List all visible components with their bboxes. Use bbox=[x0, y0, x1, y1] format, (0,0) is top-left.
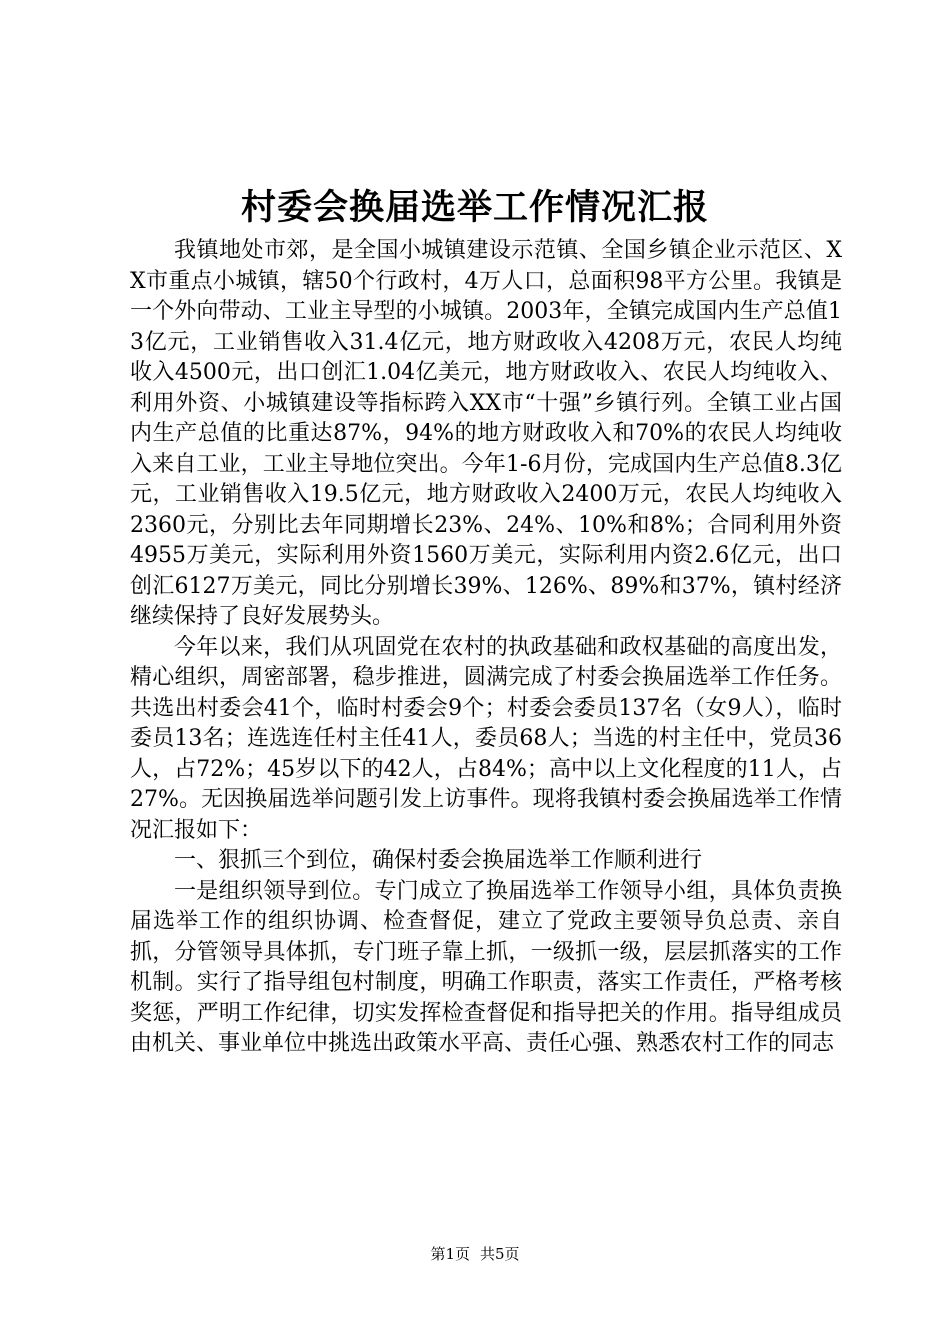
paragraph-town-overview: 我镇地处市郊，是全国小城镇建设示范镇、全国乡镇企业示范区、XX市重点小城镇，辖50个行政村，4万人口，总面积98平方公里。我镇是一个外向带动、工业主导型的小城镇。2003年，全镇完成国内生产总值13亿元，工业销售收入31.4亿元，地方财政收入4208万元，农民人均纯收入4500元，出口创汇1.04亿美元，地方财政收入、农民人均纯收入、利用外资、小城镇建设等指标跨入XX市“十强”乡镇行列。全镇工业占国内生产总值的比重达87%，94%的地方财政收入和70%的农民人均纯收入来自工业，工业主导地位突出。今年1-6月份，完成国内生产总值8.3亿元，工业销售收入19.5亿元，地方财政收入2400万元，农民人均纯收入2360元，分别比去年同期增长23%、24%、10%和8%；合同利用外资4955万美元，实际利用外资1560万美元，实际利用内资2.6亿元，出口创汇6127万美元，同比分别增长39%、126%、89%和37%，镇村经济继续保持了良好发展势头。 bbox=[130, 238, 842, 629]
document-body bbox=[130, 236, 842, 1060]
page-footer bbox=[0, 1244, 950, 1264]
page-number-current: 第1页 bbox=[430, 1245, 470, 1263]
paragraph-organization-leadership: 一是组织领导到位。专门成立了换届选举工作领导小组，具体负责换届选举工作的组织协调、检查督促，建立了党政主要领导负总责、亲自抓，分管领导具体抓，专门班子靠上抓，一级抓一级，层层抓落实的工作机制。实行了指导组包村制度，明确工作职责，落实工作责任，严格考核奖惩，严明工作纪律，切实发挥检查督促和指导把关的作用。指导组成员由机关、事业单位中挑选出政策水平高、责任心强、熟悉农村工作的同志 bbox=[130, 878, 842, 1056]
section-heading-one: 一、狠抓三个到位，确保村委会换届选举工作顺利进行 bbox=[174, 848, 703, 873]
document-title: 村委会换届选举工作情况汇报 bbox=[240, 187, 709, 228]
page-number-total: 共5页 bbox=[480, 1245, 520, 1263]
paragraph-election-summary: 今年以来，我们从巩固党在农村的执政基础和政权基础的高度出发，精心组织，周密部署，稳步推进，圆满完成了村委会换届选举工作任务。共选出村委会41个，临时村委会9个；村委会委员137名（女9人），临时委员13名；连选连任村主任41人，委员68人；当选的村主任中，党员36人，占72%；45岁以下的42人，占84%；高中以上文化程度的11人，占27%。无因换届选举问题引发上访事件。现将我镇村委会换届选举工作情况汇报如下： bbox=[130, 634, 842, 843]
